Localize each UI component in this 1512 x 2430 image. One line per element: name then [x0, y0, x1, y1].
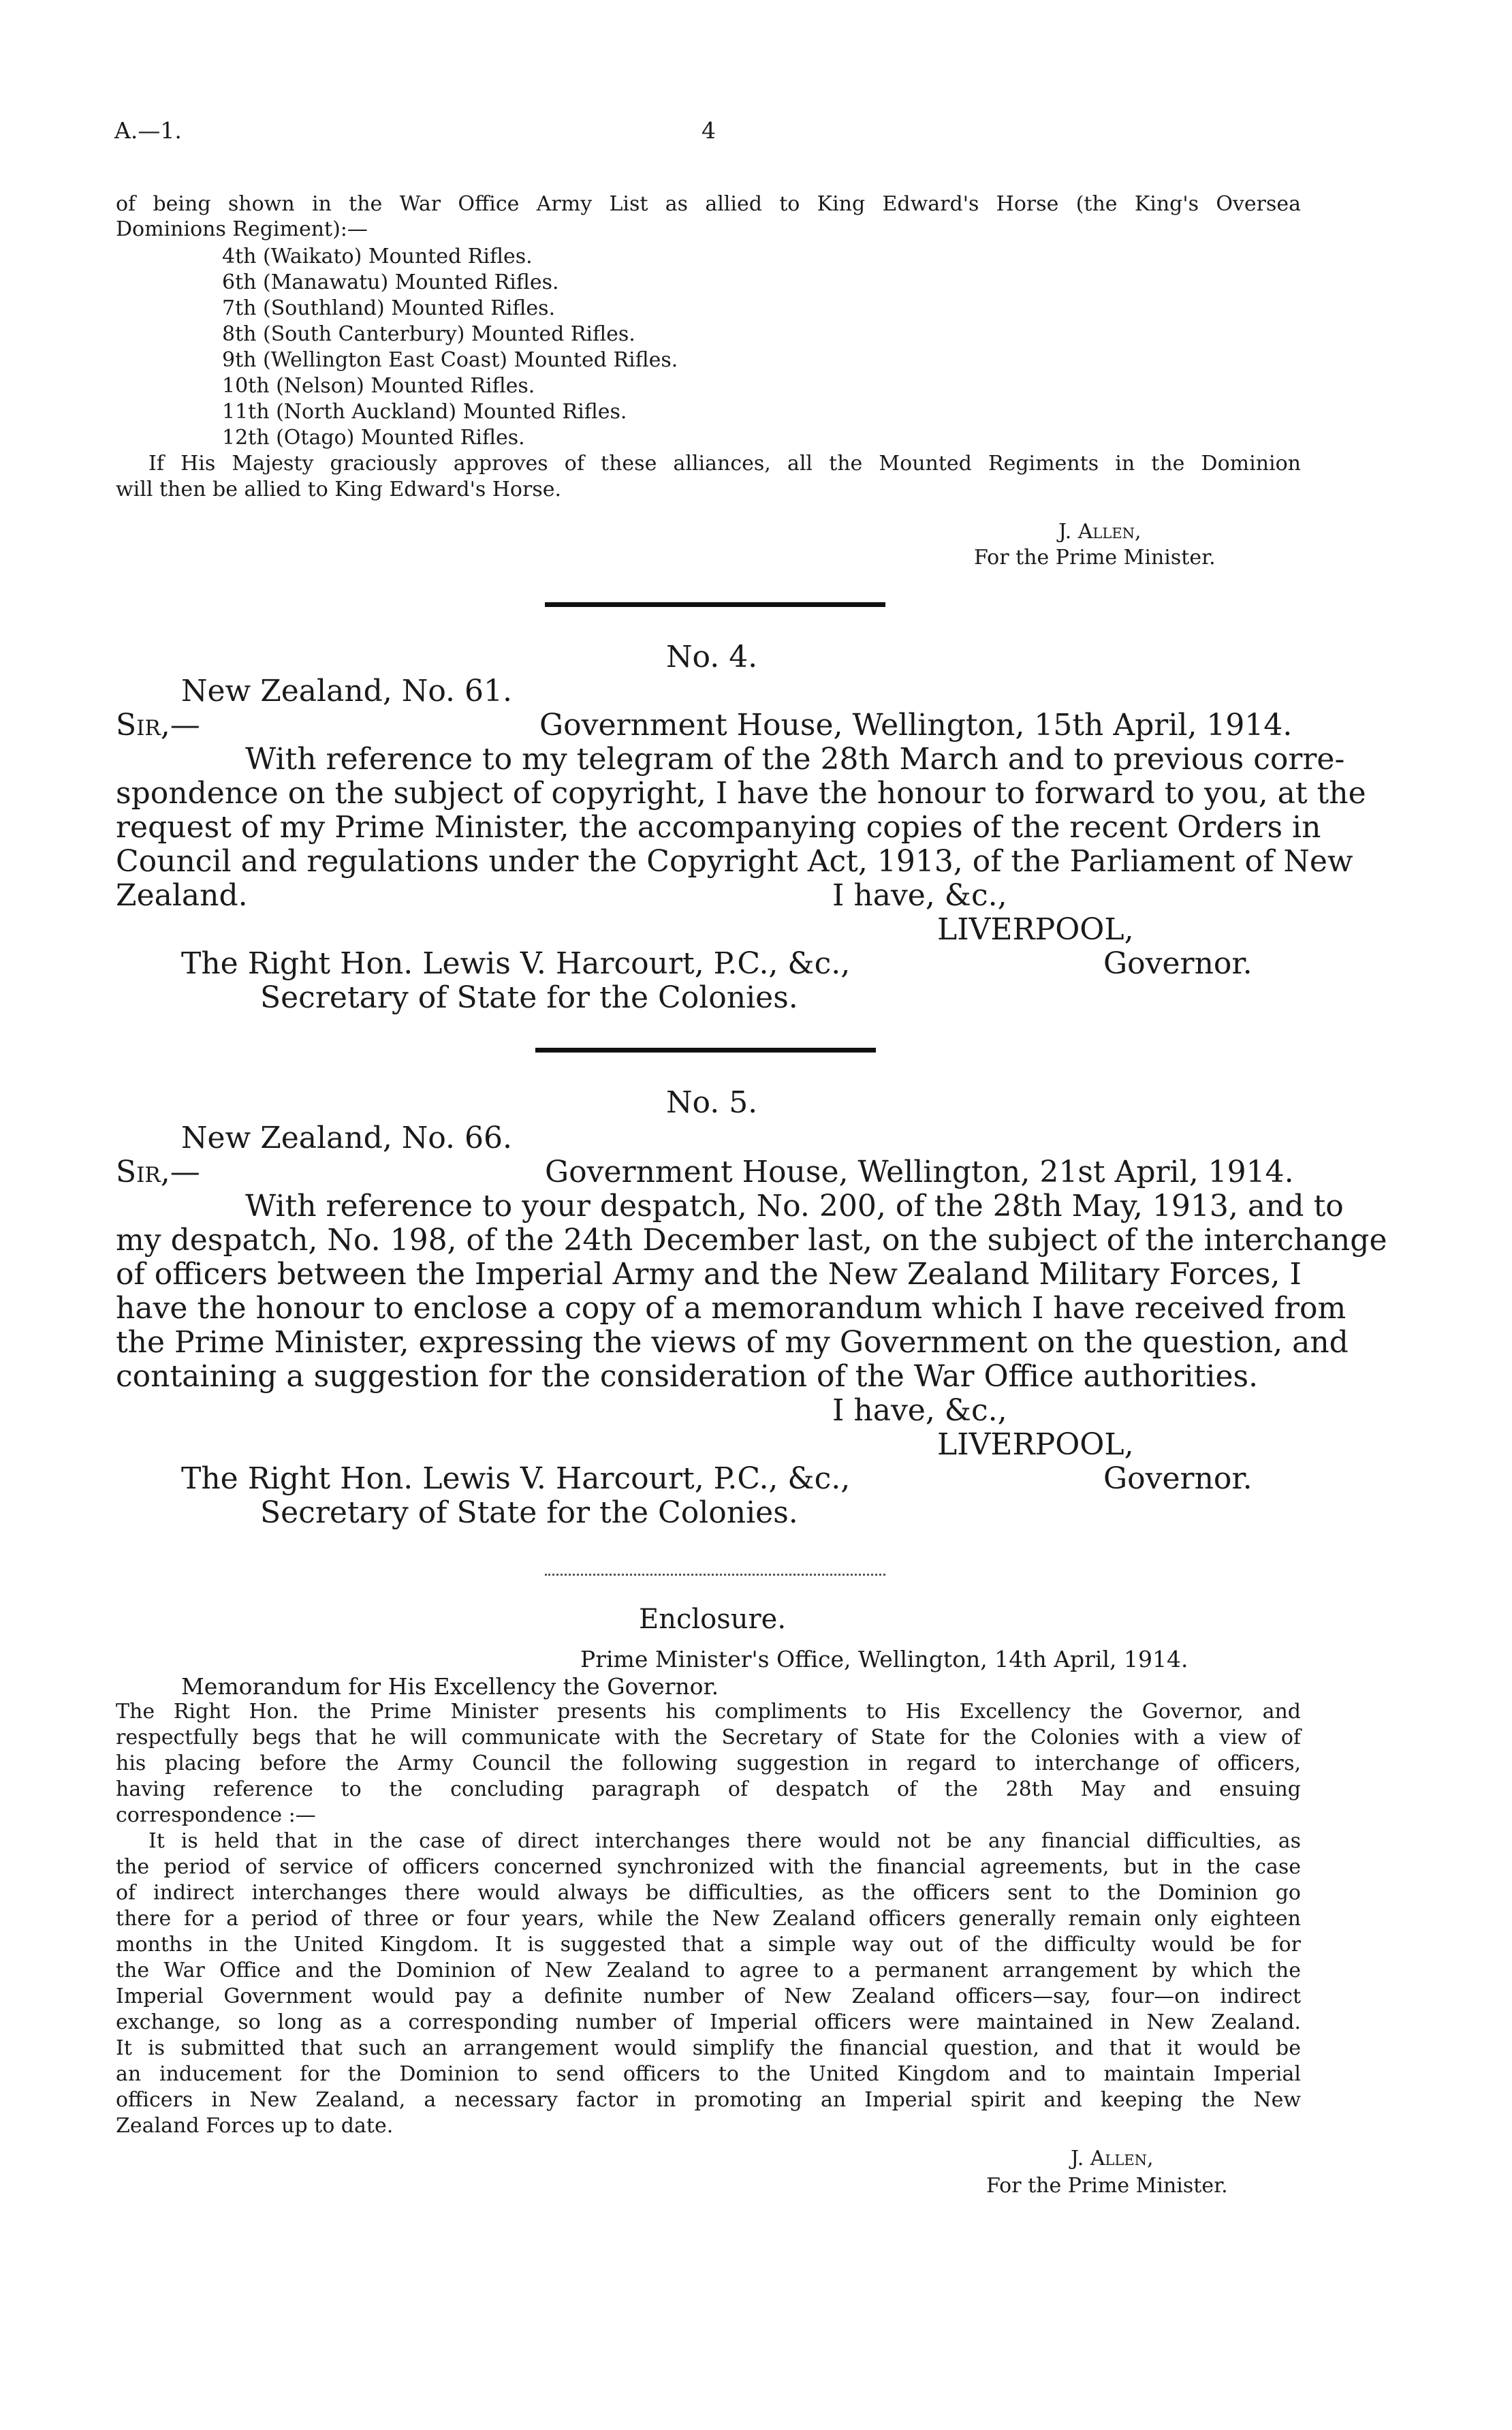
signature-name: J. Allen,	[1071, 2147, 1154, 2170]
memo-line: respectfully begs that he will communicate with the Secretary of State for the Colonies with a view of	[116, 1726, 1301, 1749]
place-date: Government House, Wellington, 15th April, 1914.	[539, 708, 1293, 743]
closing: I have, &c.,	[832, 1393, 1007, 1428]
salutation: Sir,—	[116, 1155, 200, 1189]
page-number: 4	[702, 117, 716, 144]
body-line: Zealand.	[116, 878, 248, 913]
signer-title: Governor.	[1103, 946, 1253, 981]
signature-name: J. Allen,	[1058, 520, 1141, 544]
enclosure-heading: Enclosure.	[639, 1604, 787, 1635]
regiment-item: 11th (North Auckland) Mounted Rifles.	[222, 400, 627, 424]
intro-line-2: Dominions Regiment):—	[116, 217, 368, 241]
body-line: Council and regulations under the Copyright Act, 1913, of the Parliament of New	[116, 844, 1353, 879]
despatch-reference: New Zealand, No. 66.	[181, 1121, 512, 1155]
regiment-item: 7th (Southland) Mounted Rifles.	[222, 296, 556, 320]
addressee: The Right Hon. Lewis V. Harcourt, P.C., &c.,	[181, 946, 851, 981]
despatch-heading: No. 4.	[666, 640, 758, 674]
document-reference: A.—1.	[114, 117, 182, 144]
signer: LIVERPOOL,	[937, 1427, 1134, 1462]
despatch-heading: No. 5.	[666, 1085, 758, 1120]
memo-line: correspondence :—	[116, 1803, 316, 1827]
section-divider	[545, 602, 885, 607]
approval-line-2: will then be allied to King Edward's Horse.	[116, 478, 562, 501]
memo-line: of indirect interchanges there would always be difficulties, as the officers sent to the Dominion go	[116, 1881, 1301, 1905]
memo-line: Zealand Forces up to date.	[116, 2114, 394, 2138]
body-line: the Prime Minister, expressing the views of my Government on the question, and	[116, 1325, 1349, 1360]
signature-title: For the Prime Minister.	[986, 2174, 1228, 2198]
despatch-reference: New Zealand, No. 61.	[181, 674, 512, 708]
addressee-title: Secretary of State for the Colonies.	[260, 1495, 798, 1530]
body-line: With reference to your despatch, No. 200, of the 28th May, 1913, and to	[245, 1189, 1344, 1224]
regiment-item: 4th (Waikato) Mounted Rifles.	[222, 245, 533, 268]
memo-line: Imperial Government would pay a definite number of New Zealand officers—say, four—on indirect	[116, 1984, 1301, 2008]
addressee-title: Secretary of State for the Colonies.	[260, 980, 798, 1015]
approval-line-1: If His Majesty graciously approves of these alliances, all the Mounted Regiments in the Dominion	[148, 452, 1301, 476]
memo-title: Memorandum for His Excellency the Governor.	[181, 1673, 719, 1700]
body-line: my despatch, No. 198, of the 24th December last, on the subject of the interchange	[116, 1223, 1387, 1258]
place-date: Government House, Wellington, 21st April, 1914.	[545, 1155, 1294, 1189]
memo-line: exchange, so long as a corresponding number of Imperial officers were maintained in New Zealand.	[116, 2010, 1301, 2034]
memo-line: months in the United Kingdom. It is suggested that a simple way out of the difficulty would be for	[116, 1933, 1301, 1957]
salutation: Sir,—	[116, 708, 200, 743]
regiment-item: 10th (Nelson) Mounted Rifles.	[222, 374, 535, 398]
memo-line: officers in New Zealand, a necessary factor in promoting an Imperial spirit and keeping the New	[116, 2088, 1301, 2112]
body-line: With reference to my telegram of the 28th March and to previous corre-	[245, 742, 1345, 777]
body-line: spondence on the subject of copyright, I have the honour to forward to you, at the	[116, 776, 1366, 811]
body-line: containing a suggestion for the consideration of the War Office authorities.	[116, 1359, 1259, 1394]
enclosure-divider	[545, 1574, 885, 1576]
addressee: The Right Hon. Lewis V. Harcourt, P.C., &c.,	[181, 1461, 851, 1496]
regiment-item: 6th (Manawatu) Mounted Rifles.	[222, 270, 559, 294]
body-line: request of my Prime Minister, the accompanying copies of the recent Orders in	[116, 810, 1321, 845]
memo-line: The Right Hon. the Prime Minister presents his compliments to His Excellency the Governor, and	[116, 1700, 1301, 1724]
regiment-item: 9th (Wellington East Coast) Mounted Rifles.	[222, 348, 678, 372]
signer: LIVERPOOL,	[937, 912, 1134, 947]
memo-line: It is submitted that such an arrangement would simplify the financial question, and that it would be	[116, 2036, 1301, 2060]
section-divider	[535, 1048, 876, 1053]
signer-title: Governor.	[1103, 1461, 1253, 1496]
intro-line-1: of being shown in the War Office Army List as allied to King Edward's Horse (the King's Oversea	[116, 192, 1301, 216]
body-line: have the honour to enclose a copy of a memorandum which I have received from	[116, 1291, 1346, 1326]
memo-line: the War Office and the Dominion of New Zealand to agree to a permanent arrangement by which the	[116, 1959, 1301, 1982]
memo-line: the period of service of officers concerned synchronized with the financial agreements, but in the case	[116, 1855, 1301, 1879]
memo-line: It is held that in the case of direct interchanges there would not be any financial difficulties, as	[148, 1829, 1301, 1853]
regiment-item: 12th (Otago) Mounted Rifles.	[222, 426, 525, 450]
memo-line: an inducement for the Dominion to send officers to the United Kingdom and to maintain Imperial	[116, 2062, 1301, 2086]
memo-line: there for a period of three or four years, while the New Zealand officers generally remain only eighteen	[116, 1907, 1301, 1931]
enclosure-place-date: Prime Minister's Office, Wellington, 14th April, 1914.	[580, 1646, 1188, 1672]
regiment-item: 8th (South Canterbury) Mounted Rifles.	[222, 322, 635, 346]
closing: I have, &c.,	[832, 878, 1007, 913]
memo-line: his placing before the Army Council the following suggestion in regard to interchange of officers,	[116, 1751, 1301, 1775]
memo-line: having reference to the concluding paragraph of despatch of the 28th May and ensuing	[116, 1777, 1301, 1801]
body-line: of officers between the Imperial Army and the New Zealand Military Forces, I	[116, 1257, 1302, 1292]
signature-title: For the Prime Minister.	[974, 546, 1216, 570]
